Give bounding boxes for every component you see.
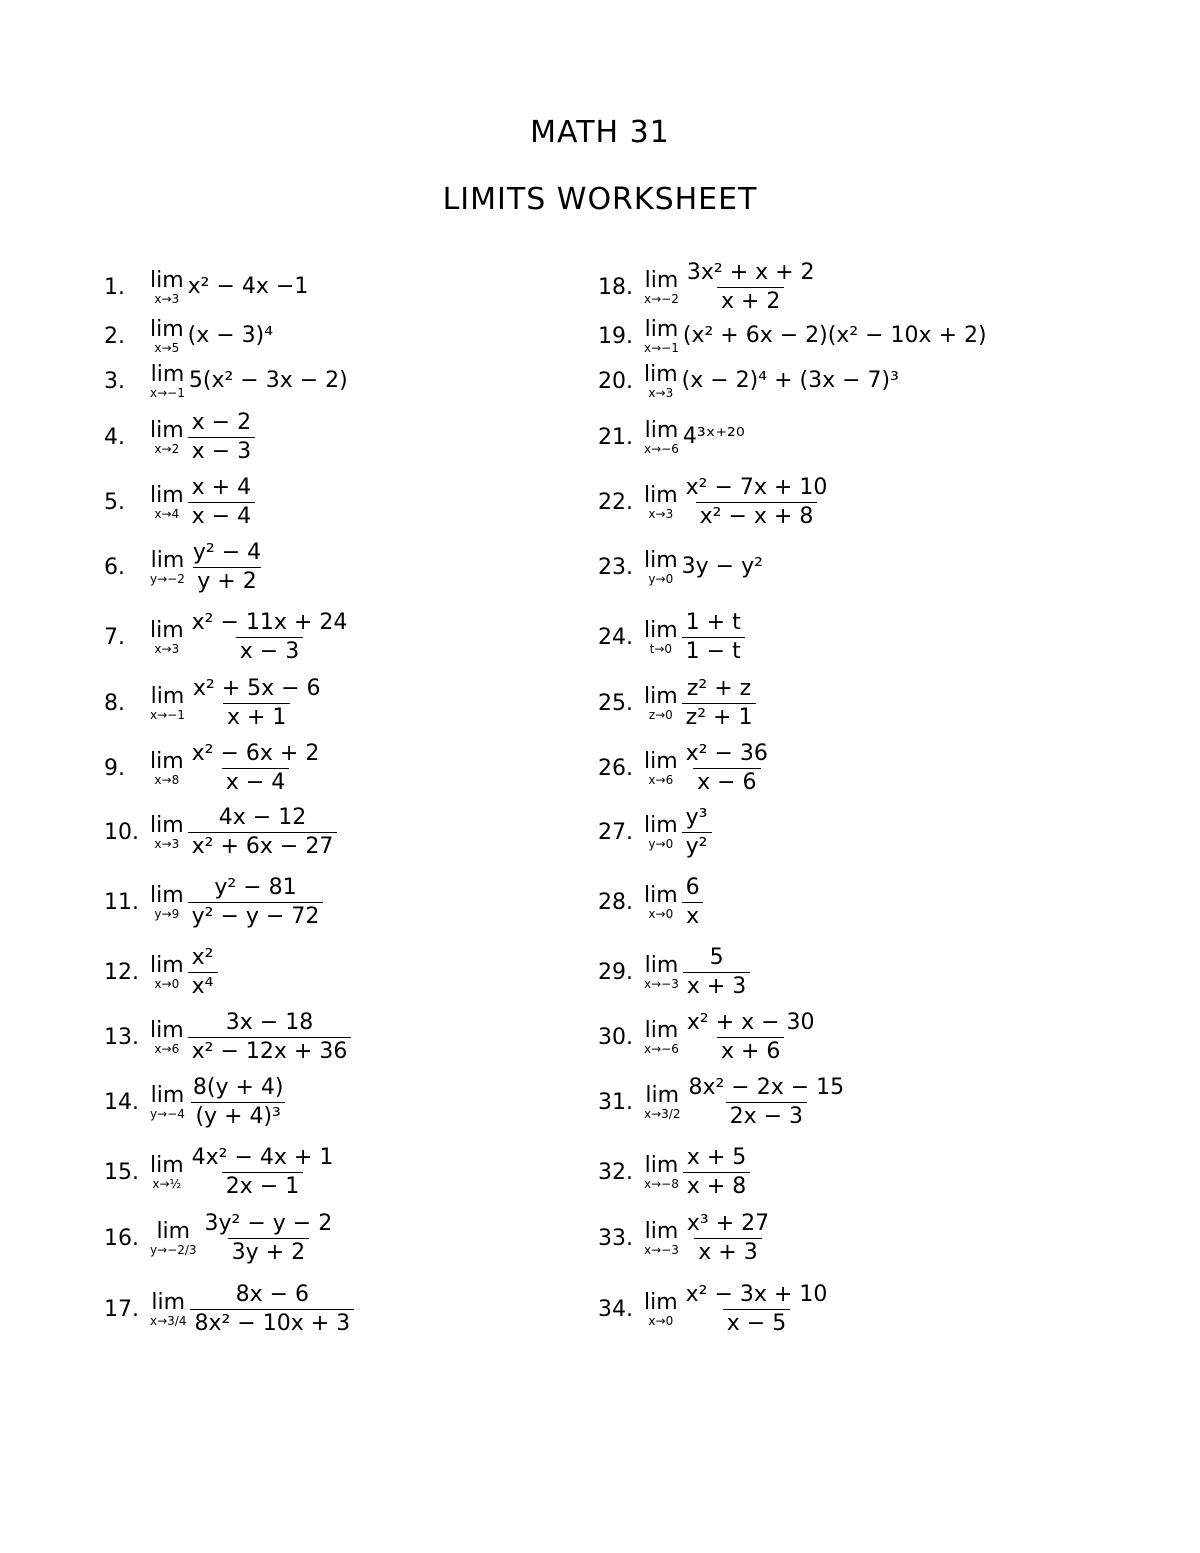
problem-item [598,1144,1078,1199]
fraction-numerator: 4x − 12 [218,804,307,830]
limit-operator [150,685,185,722]
limit-approach: x→−1 [150,707,185,722]
limit-operator [150,884,184,921]
limit-operator [644,549,678,586]
limit-approach: x→−1 [150,385,185,400]
limit-operator [150,750,184,787]
limit-expression: 3y − y² [681,554,763,579]
limit-approach: x→3/4 [150,1313,187,1328]
fraction [188,874,324,931]
limit-approach: x→3 [154,291,180,306]
limit-operator [150,269,184,306]
problem-number: 1. [104,274,125,300]
problem-number: 21. [598,424,633,450]
problem-item [104,1074,584,1129]
limit-approach: x→3 [648,385,674,400]
fraction-numerator: y² − 81 [214,874,297,900]
lim-label: lim [644,417,679,443]
limit-approach: x→−8 [644,1176,679,1191]
problem-number: 32. [598,1159,633,1185]
fraction [188,1144,338,1201]
fraction-numerator: x³ + 27 [686,1210,770,1236]
fraction-numerator: x² − 7x + 10 [685,474,828,500]
limit-approach: x→5 [154,340,180,355]
problem-item [598,1210,1078,1265]
limit-approach: x→−1 [644,340,679,355]
problem-number: 20. [598,368,633,394]
fraction-denominator: x − 3 [236,637,303,666]
problem-item [598,316,1078,356]
limit-operator [150,1220,197,1257]
limit-approach: x→−3 [644,1242,679,1257]
problem-number: 10. [104,819,139,845]
problem-number: 2. [104,323,125,349]
problem-item [598,1281,1078,1336]
problem-item [598,740,1078,795]
problem-item [598,675,1078,730]
problem-number: 29. [598,959,633,985]
limit-operator [644,685,678,722]
problem-item [104,944,584,999]
fraction-numerator: x² − 36 [685,740,768,766]
problem-number: 30. [598,1024,633,1050]
limit-approach: x→−2 [644,291,679,306]
lim-label: lim [150,952,184,978]
lim-label: lim [644,952,679,978]
problem-number: 16. [104,1225,139,1251]
limit-operator [150,484,184,521]
lim-label: lim [150,617,184,643]
limit-operator [644,1084,680,1121]
fraction-denominator: x − 6 [693,768,760,797]
limit-expression: (x − 3)⁴ [187,323,274,348]
limit-approach: x→½ [152,1176,182,1191]
fraction-denominator: x − 4 [222,768,289,797]
fraction-denominator: y + 2 [193,567,260,596]
fraction [188,944,218,1001]
problem-item [104,675,584,730]
problem-number: 19. [598,323,633,349]
problem-item [598,944,1078,999]
lim-label: lim [150,417,184,443]
problem-number: 5. [104,489,125,515]
limit-approach: z→0 [648,707,673,722]
worksheet-title: LIMITS WORKSHEET [442,182,758,217]
fraction-numerator: 3x² + x + 2 [686,259,815,285]
lim-label: lim [150,812,184,838]
limit-operator [150,619,184,656]
lim-label: lim [150,1152,184,1178]
limit-operator [150,318,184,355]
fraction [683,1210,773,1267]
fraction-denominator: y² [682,832,712,861]
fraction-denominator: x² + 6x − 27 [188,832,338,861]
lim-label: lim [150,547,185,573]
lim-label: lim [644,267,679,293]
problem-number: 17. [104,1296,139,1322]
fraction-numerator: x² − 3x + 10 [685,1281,828,1307]
fraction [188,409,255,466]
fraction-numerator: x² + x − 30 [686,1009,815,1035]
fraction-numerator: y² − 4 [192,539,262,565]
lim-label: lim [150,683,185,709]
limit-operator [644,363,678,400]
fraction [189,675,325,732]
limit-operator [644,619,678,656]
fraction [201,1210,337,1267]
problem-item [104,267,584,307]
problem-number: 9. [104,755,125,781]
fraction-numerator: x² − 11x + 24 [191,609,348,635]
problem-item [104,1009,584,1064]
lim-label: lim [644,882,678,908]
limit-operator [644,318,679,355]
limit-approach: x→4 [154,506,180,521]
fraction [682,874,704,931]
problem-number: 33. [598,1225,633,1251]
limit-operator [150,1019,184,1056]
lim-label: lim [156,1218,191,1244]
fraction [682,474,832,531]
problem-item [104,609,584,664]
fraction [683,1144,750,1201]
problem-item [104,804,584,859]
limit-approach: x→3 [648,506,674,521]
lim-label: lim [150,482,184,508]
problem-item [104,361,584,401]
limit-operator [644,419,679,456]
fraction [188,1009,352,1066]
problem-number: 3. [104,368,125,394]
problem-number: 15. [104,1159,139,1185]
fraction [684,1074,848,1131]
problem-number: 25. [598,690,633,716]
problem-item [104,1144,584,1199]
limit-approach: x→3 [154,836,180,851]
problem-number: 26. [598,755,633,781]
limit-approach: y→9 [154,906,180,921]
problem-item [598,547,1078,587]
problem-item [598,259,1078,314]
problem-item [598,804,1078,859]
fraction [189,1074,288,1131]
fraction-numerator: 8x² − 2x − 15 [688,1074,845,1100]
fraction-denominator: x − 4 [188,502,255,531]
fraction-numerator: 8(y + 4) [192,1074,284,1100]
problem-number: 6. [104,554,125,580]
fraction-denominator: 2x − 1 [222,1172,303,1201]
lim-label: lim [644,617,678,643]
problem-number: 18. [598,274,633,300]
problem-number: 8. [104,690,125,716]
limit-expression: 5(x² − 3x − 2) [188,368,348,393]
problem-number: 22. [598,489,633,515]
limit-operator [150,1084,185,1121]
fraction [188,474,255,531]
problem-number: 31. [598,1089,633,1115]
fraction-denominator: x⁴ [188,972,218,1001]
limit-approach: y→−2 [150,571,185,586]
fraction-denominator: x + 2 [717,287,784,316]
limit-operator [150,814,184,851]
fraction-denominator: x + 6 [717,1037,784,1066]
problem-number: 7. [104,624,125,650]
lim-label: lim [150,748,184,774]
limit-operator [644,484,678,521]
fraction [682,609,745,666]
fraction [190,1281,354,1338]
problem-number: 27. [598,819,633,845]
limit-expression: 4³ˣ⁺²⁰ [682,424,745,449]
problem-item [104,740,584,795]
fraction-denominator: x − 5 [723,1309,790,1338]
limit-operator [150,419,184,456]
limit-operator [644,269,679,306]
fraction-denominator: 1 − t [682,637,745,666]
problem-item [598,361,1078,401]
problem-item [598,417,1078,457]
fraction [188,740,324,797]
limit-approach: y→−2/3 [150,1242,197,1257]
limit-operator [150,1291,186,1328]
fraction-numerator: 3x − 18 [225,1009,314,1035]
problem-item [598,874,1078,929]
lim-label: lim [644,1289,678,1315]
lim-label: lim [150,882,184,908]
limit-approach: x→0 [648,906,674,921]
fraction-denominator: x − 3 [188,437,255,466]
fraction-denominator: x + 3 [694,1238,761,1267]
fraction-numerator: 5 [709,944,724,970]
fraction-numerator: x + 5 [686,1144,747,1170]
fraction-numerator: x² [191,944,214,970]
lim-label: lim [644,683,678,709]
problem-item [104,874,584,929]
fraction-numerator: 6 [685,874,700,900]
limit-approach: x→2 [154,441,180,456]
lim-label: lim [644,748,678,774]
fraction-numerator: 4x² − 4x + 1 [191,1144,334,1170]
course-title: MATH 31 [530,115,670,150]
limit-approach: x→0 [154,976,180,991]
limit-operator [644,814,678,851]
fraction-denominator: 8x² − 10x + 3 [190,1309,354,1338]
fraction-denominator: x² − 12x + 36 [188,1037,352,1066]
fraction-numerator: z² + z [686,675,752,701]
limit-expression: (x² + 6x − 2)(x² − 10x + 2) [682,323,987,348]
limit-operator [644,1220,679,1257]
fraction [682,740,772,797]
fraction-numerator: 3y² − y − 2 [204,1210,333,1236]
fraction-numerator: x² − 6x + 2 [191,740,320,766]
limit-operator [644,884,678,921]
fraction [188,804,338,861]
limit-approach: x→6 [648,772,674,787]
fraction-denominator: y² − y − 72 [188,902,324,931]
lim-label: lim [151,1289,186,1315]
fraction-denominator: x + 3 [683,972,750,1001]
problem-number: 23. [598,554,633,580]
limit-operator [644,954,679,991]
lim-label: lim [150,267,184,293]
lim-label: lim [644,316,679,342]
fraction-numerator: x² + 5x − 6 [192,675,321,701]
limit-operator [644,750,678,787]
fraction-denominator: 2x − 3 [726,1102,807,1131]
lim-label: lim [644,1017,679,1043]
fraction-denominator: x [682,902,703,931]
limit-operator [644,1291,678,1328]
fraction-numerator: x + 4 [191,474,252,500]
lim-label: lim [150,361,185,387]
fraction [682,804,712,861]
limit-approach: y→0 [648,836,674,851]
lim-label: lim [644,1218,679,1244]
lim-label: lim [644,482,678,508]
problem-item [598,1074,1078,1129]
problem-number: 14. [104,1089,139,1115]
fraction-numerator: 1 + t [685,609,741,635]
fraction [189,539,265,596]
limit-approach: x→−3 [644,976,679,991]
limit-approach: x→3 [154,641,180,656]
problem-number: 12. [104,959,139,985]
lim-label: lim [150,1017,184,1043]
limit-approach: x→3/2 [644,1106,681,1121]
fraction [682,675,757,732]
fraction-denominator: x² − x + 8 [696,502,818,531]
problem-item [104,409,584,464]
limit-operator [150,954,184,991]
problem-item [104,316,584,356]
lim-label: lim [150,316,184,342]
problem-item [104,1281,584,1336]
limit-approach: y→0 [648,571,674,586]
fraction [683,259,819,316]
limit-operator [644,1154,679,1191]
lim-label: lim [645,1082,680,1108]
fraction-numerator: y³ [685,804,708,830]
limit-operator [150,549,185,586]
fraction [683,1009,819,1066]
fraction-denominator: (y + 4)³ [191,1102,284,1131]
problem-number: 34. [598,1296,633,1322]
limit-approach: y→−4 [150,1106,185,1121]
fraction-numerator: x − 2 [191,409,252,435]
limit-operator [150,363,185,400]
limit-approach: x→−6 [644,441,679,456]
fraction-denominator: 3y + 2 [228,1238,309,1267]
problem-number: 4. [104,424,125,450]
problem-number: 11. [104,889,139,915]
lim-label: lim [644,1152,679,1178]
problem-item [598,609,1078,664]
fraction-denominator: x + 8 [683,1172,750,1201]
fraction [683,944,750,1001]
lim-label: lim [150,1082,185,1108]
problem-number: 24. [598,624,633,650]
limit-expression: x² − 4x −1 [187,274,309,299]
problem-item [104,474,584,529]
limit-expression: (x − 2)⁴ + (3x − 7)³ [681,368,899,393]
problem-item [104,1210,584,1265]
problem-item [598,474,1078,529]
lim-label: lim [644,547,678,573]
fraction-denominator: z² + 1 [682,703,757,732]
fraction [188,609,352,666]
problem-item [104,539,584,594]
limit-operator [644,1019,679,1056]
fraction-denominator: x + 1 [223,703,290,732]
problem-number: 28. [598,889,633,915]
limit-approach: x→8 [154,772,180,787]
problem-item [598,1009,1078,1064]
fraction [682,1281,832,1338]
problem-number: 13. [104,1024,139,1050]
lim-label: lim [644,812,678,838]
limit-approach: x→0 [648,1313,674,1328]
limit-approach: x→−6 [644,1041,679,1056]
limit-operator [150,1154,184,1191]
limit-approach: t→0 [649,641,673,656]
limit-approach: x→6 [154,1041,180,1056]
lim-label: lim [644,361,678,387]
fraction-numerator: 8x − 6 [235,1281,310,1307]
